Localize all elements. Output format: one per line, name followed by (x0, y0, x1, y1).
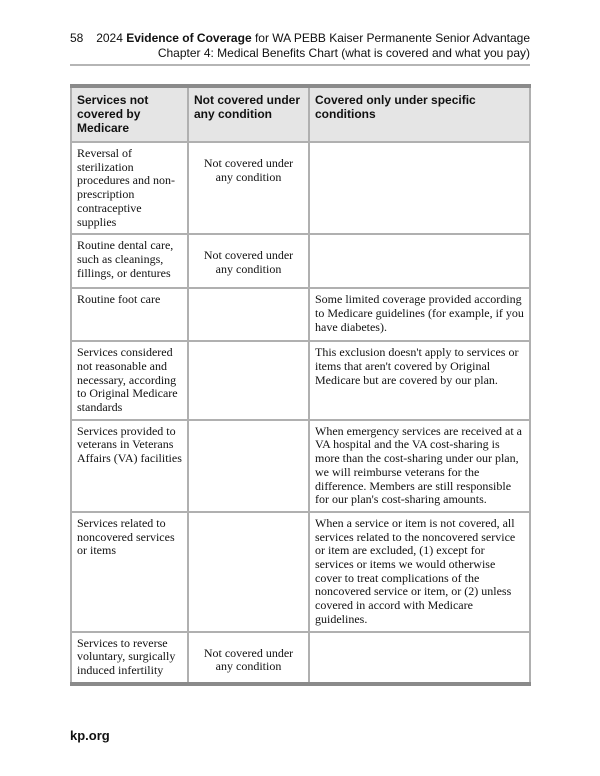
service-cell: Services provided to veterans in Veterans Affairs (VA) facilities (71, 420, 188, 512)
not-covered-cell: Not covered under any condition (188, 234, 309, 288)
service-cell: Routine foot care (71, 288, 188, 341)
not-covered-cell (188, 341, 309, 420)
page-number: 58 (70, 31, 84, 45)
footer-site: kp.org (70, 728, 110, 743)
exclusions-table (70, 84, 531, 686)
not-covered-cell (188, 288, 309, 341)
conditions-cell (309, 632, 530, 684)
title-prefix: 2024 (96, 31, 127, 45)
page-header (96, 31, 530, 61)
title-suffix: for WA PEBB Kaiser Permanente Senior Advantage (251, 31, 530, 45)
table-row (71, 234, 530, 288)
not-covered-cell: Not covered under any condition (188, 632, 309, 684)
service-cell: Reversal of sterilization procedures and non-prescription contraceptive supplies (71, 142, 188, 234)
conditions-cell (309, 234, 530, 288)
chapter-title: Chapter 4: Medical Benefits Chart (what is covered and what you pay) (157, 46, 530, 60)
not-covered-cell (188, 512, 309, 632)
column-header: Not covered under any condition (188, 86, 309, 142)
header-divider (70, 64, 530, 66)
conditions-cell (309, 142, 530, 234)
service-cell: Services to reverse voluntary, surgically induced infertility (71, 632, 188, 684)
table-row (71, 142, 530, 234)
title-bold: Evidence of Coverage (126, 31, 252, 45)
table-row (71, 420, 530, 512)
table-header-row (71, 86, 530, 142)
column-header: Services not covered by Medicare (71, 86, 188, 142)
table-row (71, 288, 530, 341)
not-covered-cell: Not covered under any condition (188, 142, 309, 234)
service-cell: Services related to noncovered services or items (71, 512, 188, 632)
not-covered-cell (188, 420, 309, 512)
table-row (71, 632, 530, 684)
conditions-cell: When a service or item is not covered, all services related to the noncovered service or item are excluded, (1) except for services or items we would otherwise cover to treat complications of the noncovered service or item, or (2) unless covered in accord with Medicare guidelines. (309, 512, 530, 632)
table-row (71, 512, 530, 632)
column-header: Covered only under specific conditions (309, 86, 530, 142)
table-row (71, 341, 530, 420)
document-title (96, 31, 530, 46)
conditions-cell: This exclusion doesn't apply to services or items that aren't covered by Original Medicare but are covered by our plan. (309, 341, 530, 420)
conditions-cell: Some limited coverage provided according to Medicare guidelines (for example, if you have diabetes). (309, 288, 530, 341)
conditions-cell: When emergency services are received at a VA hospital and the VA cost-sharing is more than the cost-sharing under our plan, we will reimburse veterans for the difference. Members are still responsible for our plan's cost-sharing amounts. (309, 420, 530, 512)
service-cell: Routine dental care, such as cleanings, fillings, or dentures (71, 234, 188, 288)
service-cell: Services considered not reasonable and necessary, according to Original Medicare standards (71, 341, 188, 420)
